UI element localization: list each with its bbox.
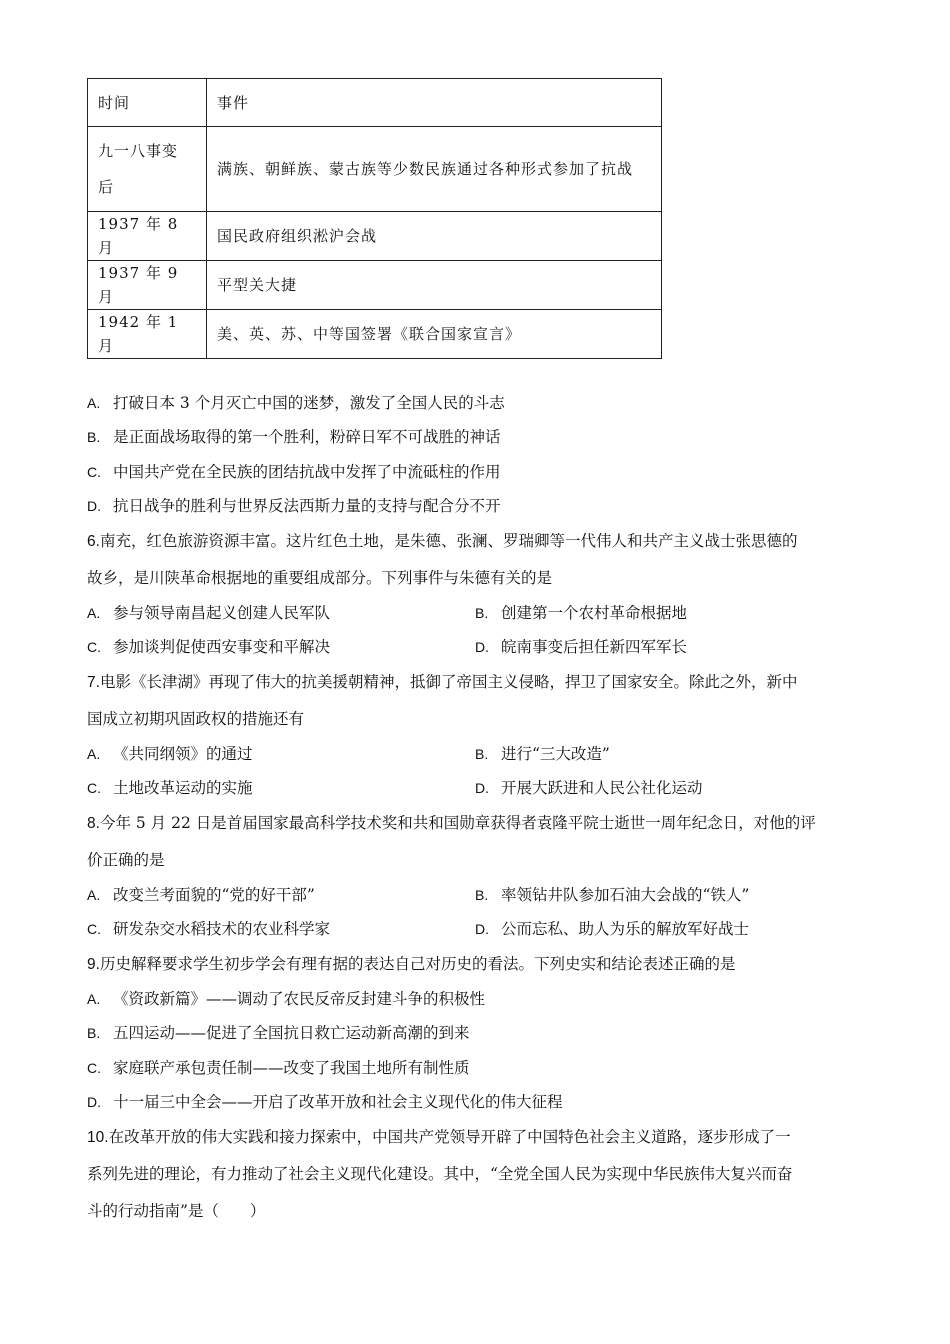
q5-option-d: D. 抗日战争的胜利与世界反法西斯力量的支持与配合分不开	[87, 497, 501, 515]
q9-option-d: D. 十一届三中全会——开启了改革开放和社会主义现代化的伟大征程	[87, 1093, 563, 1111]
q10-stem-line3: 斗的行动指南”是（ ）	[87, 1202, 266, 1220]
row-event: 满族、朝鲜族、蒙古族等少数民族通过各种形式参加了抗战	[207, 127, 662, 212]
row-time: 1942 年 1 月	[88, 310, 207, 359]
q6-option-c: C. 参加谈判促使西安事变和平解决	[87, 638, 331, 656]
row-time: 1937 年 8 月	[88, 212, 207, 261]
table-row	[88, 127, 662, 212]
q6-stem-line1: 6.南充，红色旅游资源丰富。这片红色土地，是朱德、张澜、罗瑞卿等一代伟人和共产主义战士张思德的	[87, 532, 798, 550]
q8-stem-line2: 价正确的是	[87, 851, 165, 869]
row-event: 美、英、苏、中等国签署《联合国家宣言》	[207, 310, 662, 359]
row-event: 国民政府组织淞沪会战	[207, 212, 662, 261]
q8-option-c: C. 研发杂交水稻技术的农业科学家	[87, 920, 331, 938]
q6-stem-line2: 故乡，是川陕革命根据地的重要组成部分。下列事件与朱德有关的是	[87, 569, 553, 587]
q7-stem-line2: 国成立初期巩固政权的措施还有	[87, 710, 305, 728]
row-time: 1937 年 9 月	[88, 261, 207, 310]
q9-option-c: C. 家庭联产承包责任制——改变了我国土地所有制性质	[87, 1059, 470, 1077]
q8-option-d: D. 公而忘私、助人为乐的解放军好战士	[475, 920, 750, 938]
q6-option-b: B. 创建第一个农村革命根据地	[475, 604, 688, 622]
q8-stem-line1: 8.今年 5 月 22 日是首届国家最高科学技术奖和共和国勋章获得者袁隆平院士逝世一周年纪念日，对他的评	[87, 814, 816, 832]
row-event: 平型关大捷	[207, 261, 662, 310]
q7-option-a: A. 《共同纲领》的通过	[87, 745, 253, 763]
q6-option-a: A. 参与领导南昌起义创建人民军队	[87, 604, 331, 622]
q9-stem-line1: 9.历史解释要求学生初步学会有理有据的表达自己对历史的看法。下列史实和结论表述正确的是	[87, 955, 736, 973]
q5-option-c: C. 中国共产党在全民族的团结抗战中发挥了中流砥柱的作用	[87, 463, 501, 481]
row-time-line1: 九一八事变	[98, 142, 179, 160]
q5-option-b: B. 是正面战场取得的第一个胜利，粉碎日军不可战胜的神话	[87, 428, 501, 446]
table-row	[88, 310, 662, 359]
q10-stem-line2: 系列先进的理论，有力推动了社会主义现代化建设。其中，“全党全国人民为实现中华民族伟大复兴而奋	[87, 1165, 793, 1183]
q10-stem-line1: 10.在改革开放的伟大实践和接力探索中，中国共产党领导开辟了中国特色社会主义道路，逐步形成了一	[87, 1128, 791, 1146]
table-header-row	[88, 79, 662, 127]
table-row	[88, 212, 662, 261]
q9-option-a: A. 《资政新篇》——调动了农民反帝反封建斗争的积极性	[87, 990, 486, 1008]
header-time: 时间	[88, 79, 207, 127]
row-time-line2: 后	[98, 178, 115, 196]
q8-option-b: B. 率领钻井队参加石油大会战的“铁人”	[475, 886, 750, 904]
q7-option-c: C. 土地改革运动的实施	[87, 779, 253, 797]
table-row	[88, 261, 662, 310]
q5-option-a: A. 打破日本 3 个月灭亡中国的迷梦，激发了全国人民的斗志	[87, 394, 505, 412]
header-event: 事件	[207, 79, 662, 127]
q8-option-a: A. 改变兰考面貌的“党的好干部”	[87, 886, 315, 904]
q9-option-b: B. 五四运动——促进了全国抗日救亡运动新高潮的到来	[87, 1024, 470, 1042]
events-table	[87, 78, 662, 359]
q6-option-d: D. 皖南事变后担任新四军军长	[475, 638, 688, 656]
q7-option-b: B. 进行“三大改造”	[475, 745, 610, 763]
q7-stem-line1: 7.电影《长津湖》再现了伟大的抗美援朝精神，抵御了帝国主义侵略，捍卫了国家安全。除此之外，新中	[87, 673, 798, 691]
q7-option-d: D. 开展大跃进和人民公社化运动	[475, 779, 703, 797]
row-time	[88, 127, 207, 212]
